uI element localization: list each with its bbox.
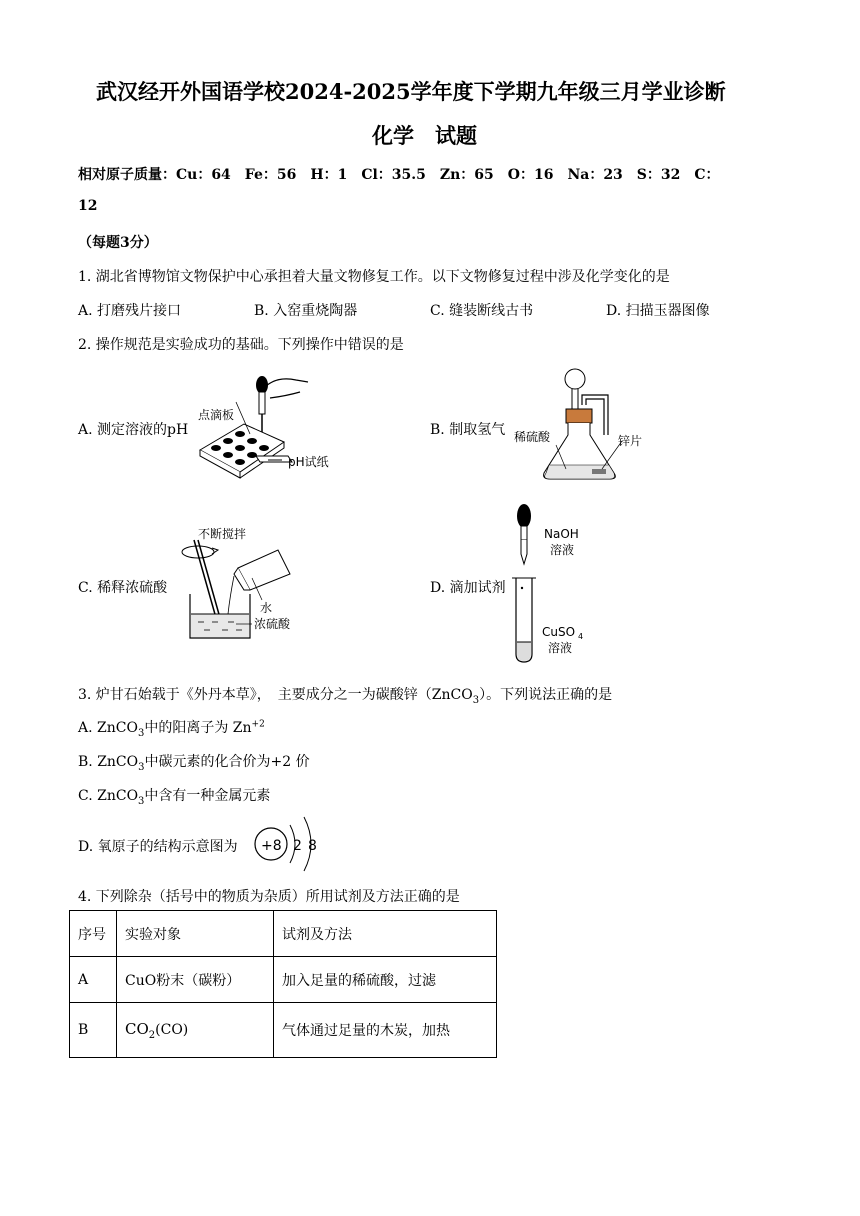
table-row	[70, 1003, 497, 1058]
figure-dropper	[508, 498, 618, 666]
question-4-stem: 4. 下列除杂（括号中的物质为杂质）所用试剂及方法正确的是	[78, 889, 460, 905]
question-2-option-c: C. 稀释浓硫酸	[78, 580, 168, 596]
figure-ph-test	[196, 372, 346, 477]
question-1-option-d: D. 扫描玉器图像	[606, 303, 710, 319]
table-header: 序号	[70, 911, 117, 957]
question-1-option-c: C. 缝装断线古书	[430, 303, 534, 319]
question-3-option-d: D. 氧原子的结构示意图为	[78, 839, 238, 855]
question-1-stem: 1. 湖北省博物馆文物保护中心承担着大量文物修复工作。以下文物修复过程中涉及化学变化的是	[78, 269, 670, 285]
label-ph-paper: pH试纸	[288, 455, 329, 469]
label-cuso4-solution: 溶液	[548, 641, 573, 655]
question-1-option-a: A. 打磨残片接口	[78, 303, 182, 319]
score-note: （每题3分）	[78, 235, 158, 251]
table-header: 试剂及方法	[274, 911, 497, 957]
table-cell: CuO粉末（碳粉）	[117, 957, 274, 1003]
oxygen-atom-diagram	[252, 815, 324, 875]
question-3-option-b: B. ZnCO$_3$中碳元素的化合价为+2 价	[78, 754, 310, 773]
atom-nucleus-label: +8	[261, 838, 282, 854]
label-zinc: 锌片	[618, 434, 643, 448]
table-header-row	[70, 911, 497, 957]
table-cell: 气体通过足量的木炭，加热	[274, 1003, 497, 1058]
page-title: 武汉经开外国语学校2024-2025学年度下学期九年级三月学业诊断	[96, 79, 726, 104]
question-2-option-a: A. 测定溶液的pH	[78, 422, 189, 438]
question-2-option-d: D. 滴加试剂	[430, 580, 506, 596]
label-cuso4: CuSO	[542, 625, 576, 639]
figure-hydrogen-apparatus	[510, 365, 650, 485]
table-cell: A	[70, 957, 117, 1003]
label-conc-acid: 浓硫酸	[254, 617, 291, 631]
page-subtitle: 化学 试题	[372, 123, 477, 148]
table-cell: 加入足量的稀硫酸，过滤	[274, 957, 497, 1003]
table-cell: $CO_2(CO)$	[117, 1003, 274, 1058]
label-cuso4-subscript: 4	[578, 632, 584, 641]
question-3-option-a: A. ZnCO$_3$中的阳离子为 $Zn^{+2}$	[78, 719, 265, 739]
atom-shell-2: 8	[308, 838, 317, 854]
atomic-mass-line: 相对原子质量：Cu：64 Fe：56 H：1 Cl：35.5 Zn：65 O：16 Na：23 S：32 C：	[78, 167, 720, 183]
label-dilute-acid: 稀硫酸	[514, 430, 551, 444]
atomic-mass-line-cont: 12	[78, 198, 98, 214]
label-naoh-solution: 溶液	[550, 543, 575, 557]
figure-dilution	[176, 528, 316, 643]
question-3-stem: 3. 炉甘石始载于《外丹本草》， 主要成分之一为碳酸锌（ZnCO$_3$）。下列说法正确的是	[78, 687, 613, 706]
label-spot-plate: 点滴板	[198, 408, 235, 422]
question-2-stem: 2. 操作规范是实验成功的基础。下列操作中错误的是	[78, 337, 404, 353]
label-naoh: NaOH	[544, 527, 579, 541]
purification-table	[69, 910, 497, 1058]
question-1-option-b: B. 入窑重烧陶器	[254, 303, 358, 319]
table-header: 实验对象	[117, 911, 274, 957]
table-cell: B	[70, 1003, 117, 1058]
question-3-option-c: C. ZnCO$_3$中含有一种金属元素	[78, 788, 271, 807]
atom-shell-1: 2	[293, 838, 302, 854]
question-2-option-b: B. 制取氢气	[430, 422, 506, 438]
label-water: 水	[260, 601, 273, 615]
label-stir: 不断搅拌	[198, 527, 247, 541]
table-row	[70, 957, 497, 1003]
